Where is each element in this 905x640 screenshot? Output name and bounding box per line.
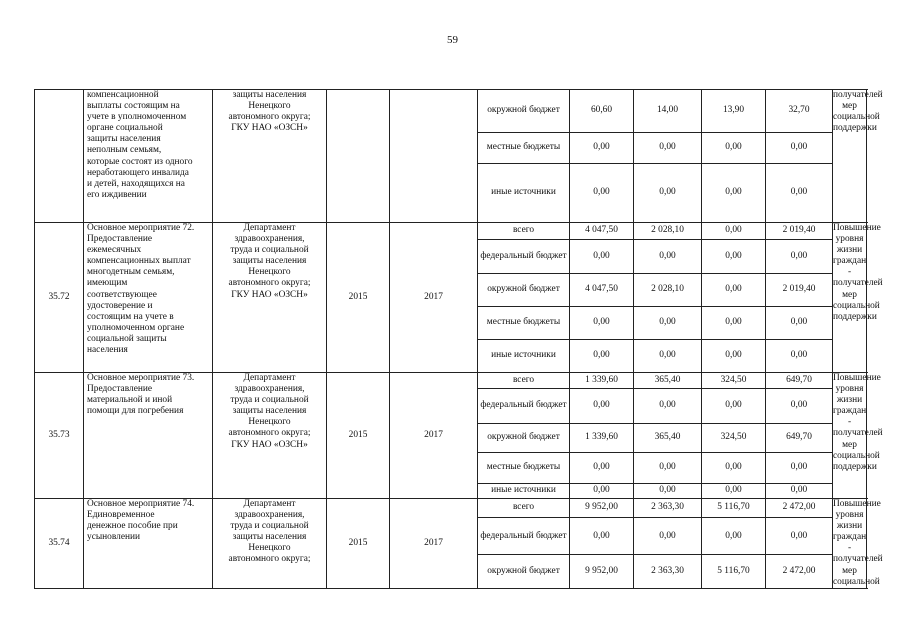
start-year: 2015 <box>327 499 390 589</box>
funding-source: всего <box>478 373 570 389</box>
funding-value: 0,00 <box>766 133 833 164</box>
funding-value: 0,00 <box>766 240 833 274</box>
table-row <box>35 373 867 389</box>
executor-line: здравоохранения, <box>234 510 305 521</box>
result-line: получателей <box>833 90 883 100</box>
executor-line: ГКУ НАО «ОЗСН» <box>231 439 308 450</box>
activity-name-line: Предоставление <box>87 384 153 395</box>
funding-value: 324,50 <box>702 424 766 453</box>
activity-name-line: удостоверение и <box>87 300 153 311</box>
activity-name <box>84 373 213 499</box>
result-line: поддержки <box>833 123 877 134</box>
table-row <box>35 223 867 240</box>
funding-source: окружной бюджет <box>478 274 570 307</box>
executor-line: труда и социальной <box>230 521 309 532</box>
table-row <box>35 499 867 518</box>
funding-value: 2 363,30 <box>634 555 702 589</box>
funding-value: 0,00 <box>570 389 634 424</box>
funding-value: 0,00 <box>702 274 766 307</box>
result-line: уровня жизни <box>835 510 864 532</box>
funding-value: 365,40 <box>634 373 702 389</box>
executor-line: ГКУ НАО «ОЗСН» <box>231 123 308 134</box>
executor-line: Департамент <box>243 373 296 383</box>
end-year: 2017 <box>390 223 478 373</box>
activity-name-line: имеющим <box>87 278 128 289</box>
funding-value: 2 472,00 <box>766 555 833 589</box>
program-activities-table <box>34 89 883 589</box>
expected-result <box>833 90 883 223</box>
activity-name-line: неработающего инвалида <box>87 167 189 178</box>
executor-line: Ненецкого <box>248 267 291 278</box>
executor-line: Департамент <box>243 223 296 233</box>
executor-line: Ненецкого <box>248 417 291 428</box>
executor-line: Ненецкого <box>248 101 291 112</box>
funding-source: иные источники <box>478 484 570 499</box>
funding-value: 0,00 <box>702 484 766 499</box>
activity-name-line: неполным семьям, <box>87 145 162 156</box>
executor-line: защиты населения <box>232 90 307 100</box>
result-line: получателей <box>833 278 883 289</box>
funding-value: 5 116,70 <box>702 499 766 518</box>
activity-name-line: Единовременное <box>87 510 155 521</box>
funding-value: 2 019,40 <box>766 274 833 307</box>
start-year: 2015 <box>327 223 390 373</box>
funding-source: местные бюджеты <box>478 453 570 484</box>
result-line: социальной <box>833 112 880 123</box>
funding-value: 0,00 <box>570 484 634 499</box>
activity-name-line: состоящим на учете в <box>87 311 174 322</box>
activity-name-line: населения <box>87 345 128 356</box>
funding-value: 9 952,00 <box>570 499 634 518</box>
end-year <box>390 90 478 223</box>
activity-name-line: материальной и иной <box>87 395 173 406</box>
activity-executor <box>213 373 327 499</box>
result-line: граждан - <box>833 256 867 278</box>
funding-value: 0,00 <box>634 340 702 373</box>
activity-name-line: ежемесячных <box>87 245 142 256</box>
activity-name-line: выплаты состоящим на <box>87 101 180 112</box>
end-year: 2017 <box>390 499 478 589</box>
result-line: мер <box>842 289 857 300</box>
funding-value: 0,00 <box>702 164 766 223</box>
funding-value: 2 363,30 <box>634 499 702 518</box>
funding-value: 0,00 <box>702 518 766 555</box>
funding-value: 0,00 <box>570 518 634 555</box>
executor-line: автономного округа; <box>228 278 311 289</box>
executor-line: ГКУ НАО «ОЗСН» <box>231 289 308 300</box>
activity-name-line: денежное пособие при <box>87 521 178 532</box>
activity-name-line: уполномоченном органе <box>87 322 185 333</box>
activity-name-line: Основное мероприятие 72. <box>87 223 195 233</box>
funding-value: 0,00 <box>570 340 634 373</box>
activity-name-line: Основное мероприятие 74. <box>87 499 195 509</box>
expected-result <box>833 223 883 373</box>
executor-line: автономного округа; <box>228 554 311 565</box>
result-line: поддержки <box>833 311 877 322</box>
activity-name-line: усыновлении <box>87 532 141 543</box>
funding-source: всего <box>478 499 570 518</box>
funding-value: 0,00 <box>766 340 833 373</box>
executor-line: труда и социальной <box>230 395 309 406</box>
activity-name-line: помощи для погребения <box>87 406 184 417</box>
executor-line: Ненецкого <box>248 543 291 554</box>
executor-line: здравоохранения, <box>234 384 305 395</box>
activity-name <box>84 90 213 223</box>
result-line: граждан - <box>833 532 867 554</box>
funding-value: 4 047,50 <box>570 223 634 240</box>
funding-source: всего <box>478 223 570 240</box>
result-line: мер <box>842 439 857 450</box>
activity-executor <box>213 90 327 223</box>
funding-source: иные источники <box>478 164 570 223</box>
funding-value: 2 028,10 <box>634 274 702 307</box>
result-line: граждан - <box>833 406 867 428</box>
funding-value: 2 019,40 <box>766 223 833 240</box>
activity-name-line: Предоставление <box>87 234 153 245</box>
activity-name-line: защиты населения <box>87 134 161 145</box>
funding-value: 1 339,60 <box>570 373 634 389</box>
executor-line: труда и социальной <box>230 245 309 256</box>
result-line: мер <box>842 101 857 112</box>
activity-name <box>84 223 213 373</box>
activity-number <box>35 90 84 223</box>
result-line: получателей <box>833 554 883 565</box>
funding-value: 0,00 <box>766 389 833 424</box>
result-line: уровня жизни <box>835 384 864 406</box>
funding-value: 0,00 <box>766 453 833 484</box>
funding-value: 0,00 <box>634 133 702 164</box>
funding-source: федеральный бюджет <box>478 240 570 274</box>
funding-value: 0,00 <box>766 164 833 223</box>
activity-name-line: соответствующее <box>87 289 157 300</box>
activity-number: 35.73 <box>35 373 84 499</box>
activity-number: 35.74 <box>35 499 84 589</box>
activity-name-line: многодетным семьям, <box>87 267 175 278</box>
result-line: Повышение <box>833 373 881 383</box>
funding-value: 2 472,00 <box>766 499 833 518</box>
start-year <box>327 90 390 223</box>
activity-number: 35.72 <box>35 223 84 373</box>
funding-value: 324,50 <box>702 373 766 389</box>
funding-value: 0,00 <box>766 307 833 340</box>
funding-value: 0,00 <box>634 484 702 499</box>
activity-executor <box>213 223 327 373</box>
funding-source: окружной бюджет <box>478 424 570 453</box>
funding-value: 0,00 <box>702 340 766 373</box>
funding-value: 0,00 <box>634 164 702 223</box>
end-year: 2017 <box>390 373 478 499</box>
expected-result <box>833 373 883 499</box>
funding-value: 0,00 <box>570 164 634 223</box>
funding-value: 5 116,70 <box>702 555 766 589</box>
result-line: поддержки <box>833 461 877 472</box>
result-line: социальной <box>833 300 880 311</box>
funding-value: 0,00 <box>570 240 634 274</box>
funding-value: 9 952,00 <box>570 555 634 589</box>
funding-value: 32,70 <box>766 90 833 133</box>
funding-source: окружной бюджет <box>478 90 570 133</box>
executor-line: защиты населения <box>232 532 307 543</box>
funding-value: 0,00 <box>766 518 833 555</box>
activity-name-line: компенсационных выплат <box>87 256 191 267</box>
funding-value: 0,00 <box>702 240 766 274</box>
funding-value: 1 339,60 <box>570 424 634 453</box>
executor-line: автономного округа; <box>228 112 311 123</box>
executor-line: защиты населения <box>232 406 307 417</box>
funding-value: 0,00 <box>702 389 766 424</box>
funding-value: 0,00 <box>702 453 766 484</box>
result-line: уровня жизни <box>835 234 864 256</box>
executor-line: автономного округа; <box>228 428 311 439</box>
funding-value: 649,70 <box>766 424 833 453</box>
activity-name-line: органе социальной <box>87 123 163 134</box>
funding-value: 0,00 <box>570 133 634 164</box>
funding-value: 0,00 <box>634 240 702 274</box>
activity-executor <box>213 499 327 589</box>
result-line: социальной <box>833 576 880 587</box>
result-line: Повышение <box>833 499 881 509</box>
funding-source: местные бюджеты <box>478 307 570 340</box>
start-year: 2015 <box>327 373 390 499</box>
activity-name-line: которые состоят из одного <box>87 156 193 167</box>
expected-result <box>833 499 883 589</box>
result-line: Повышение <box>833 223 881 233</box>
activity-name-line: и детей, находящихся на <box>87 178 185 189</box>
funding-value: 60,60 <box>570 90 634 133</box>
funding-value: 0,00 <box>570 453 634 484</box>
funding-value: 14,00 <box>634 90 702 133</box>
activity-name-line: компенсационной <box>87 90 159 100</box>
funding-value: 365,40 <box>634 424 702 453</box>
funding-value: 0,00 <box>702 307 766 340</box>
activity-name-line: его иждивении <box>87 189 147 200</box>
funding-value: 0,00 <box>702 223 766 240</box>
funding-source: местные бюджеты <box>478 133 570 164</box>
activity-name <box>84 499 213 589</box>
funding-value: 0,00 <box>570 307 634 340</box>
table-row <box>35 90 867 133</box>
activity-name-line: учете в уполномоченном <box>87 112 187 123</box>
executor-line: здравоохранения, <box>234 234 305 245</box>
funding-source: федеральный бюджет <box>478 389 570 424</box>
funding-source: иные источники <box>478 340 570 373</box>
funding-value: 0,00 <box>634 307 702 340</box>
result-line: социальной <box>833 450 880 461</box>
funding-value: 0,00 <box>634 389 702 424</box>
funding-source: окружной бюджет <box>478 555 570 589</box>
executor-line: Департамент <box>243 499 296 509</box>
result-line: получателей <box>833 428 883 439</box>
funding-value: 0,00 <box>766 484 833 499</box>
page-number: 59 <box>447 34 458 46</box>
result-line: мер <box>842 565 857 576</box>
funding-value: 4 047,50 <box>570 274 634 307</box>
funding-source: федеральный бюджет <box>478 518 570 555</box>
funding-value: 2 028,10 <box>634 223 702 240</box>
funding-value: 13,90 <box>702 90 766 133</box>
activity-name-line: Основное мероприятие 73. <box>87 373 195 383</box>
funding-value: 649,70 <box>766 373 833 389</box>
activity-name-line: социальной защиты <box>87 333 167 344</box>
funding-value: 0,00 <box>702 133 766 164</box>
executor-line: защиты населения <box>232 256 307 267</box>
funding-value: 0,00 <box>634 453 702 484</box>
funding-value: 0,00 <box>634 518 702 555</box>
